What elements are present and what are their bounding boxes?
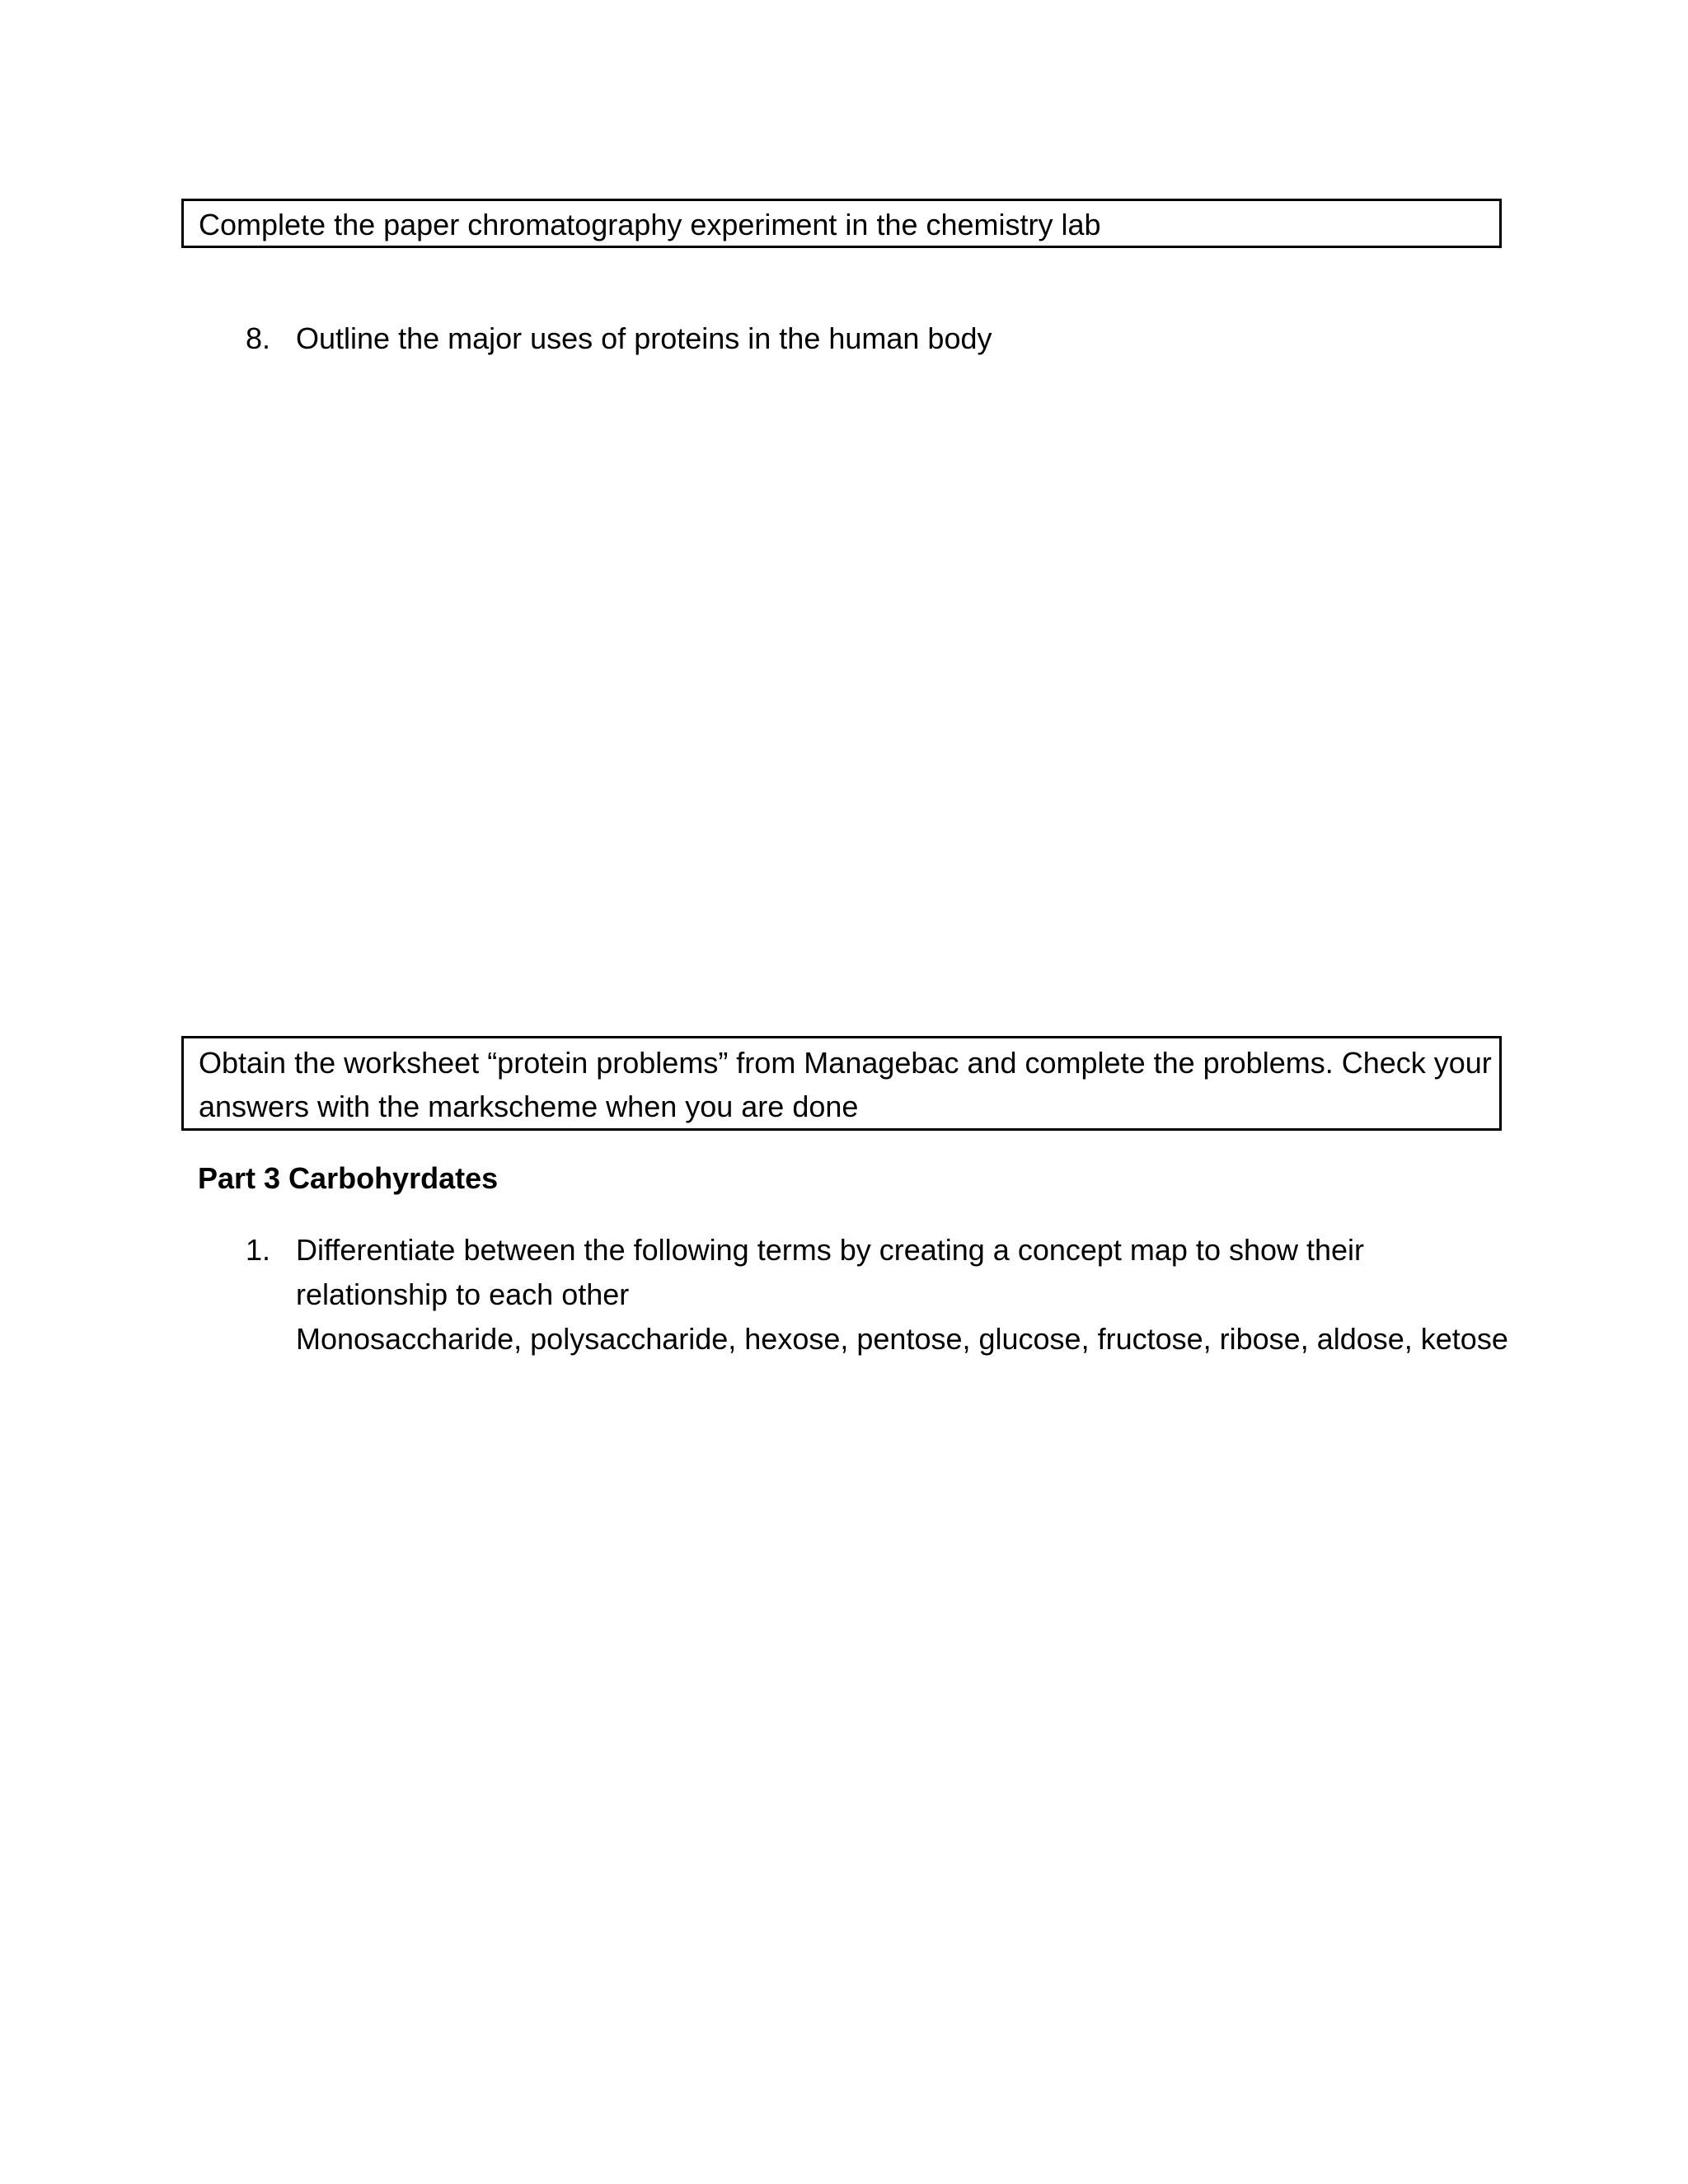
instruction-text: Complete the paper chromatography experiment in the chemistry lab: [199, 208, 1101, 241]
instruction-box-protein-problems: [181, 1036, 1502, 1131]
question-number: 8.: [246, 321, 271, 355]
question-text: [296, 1228, 1508, 1361]
instruction-text-line-1: Obtain the worksheet “protein problems” from Managebac and complete the problems. Check your: [199, 1046, 1492, 1080]
question-1: [0, 1228, 1688, 1361]
question-text-line-1: Differentiate between the following terms by creating a concept map to show their: [296, 1233, 1365, 1267]
instruction-text-line-2: answers with the markscheme when you are done: [199, 1090, 859, 1123]
question-text: Outline the major uses of proteins in the human body: [296, 321, 992, 355]
question-terms-list: Monosaccharide, polysaccharide, hexose, pentose, glucose, fructose, ribose, aldose, ketose: [296, 1322, 1508, 1356]
instruction-box-chromatography: [181, 199, 1502, 248]
section-heading-part-3: Part 3 Carbohyrdates: [198, 1161, 499, 1195]
question-text-line-2: relationship to each other: [296, 1277, 630, 1311]
question-8: [0, 316, 1688, 361]
question-number: 1.: [246, 1233, 271, 1267]
